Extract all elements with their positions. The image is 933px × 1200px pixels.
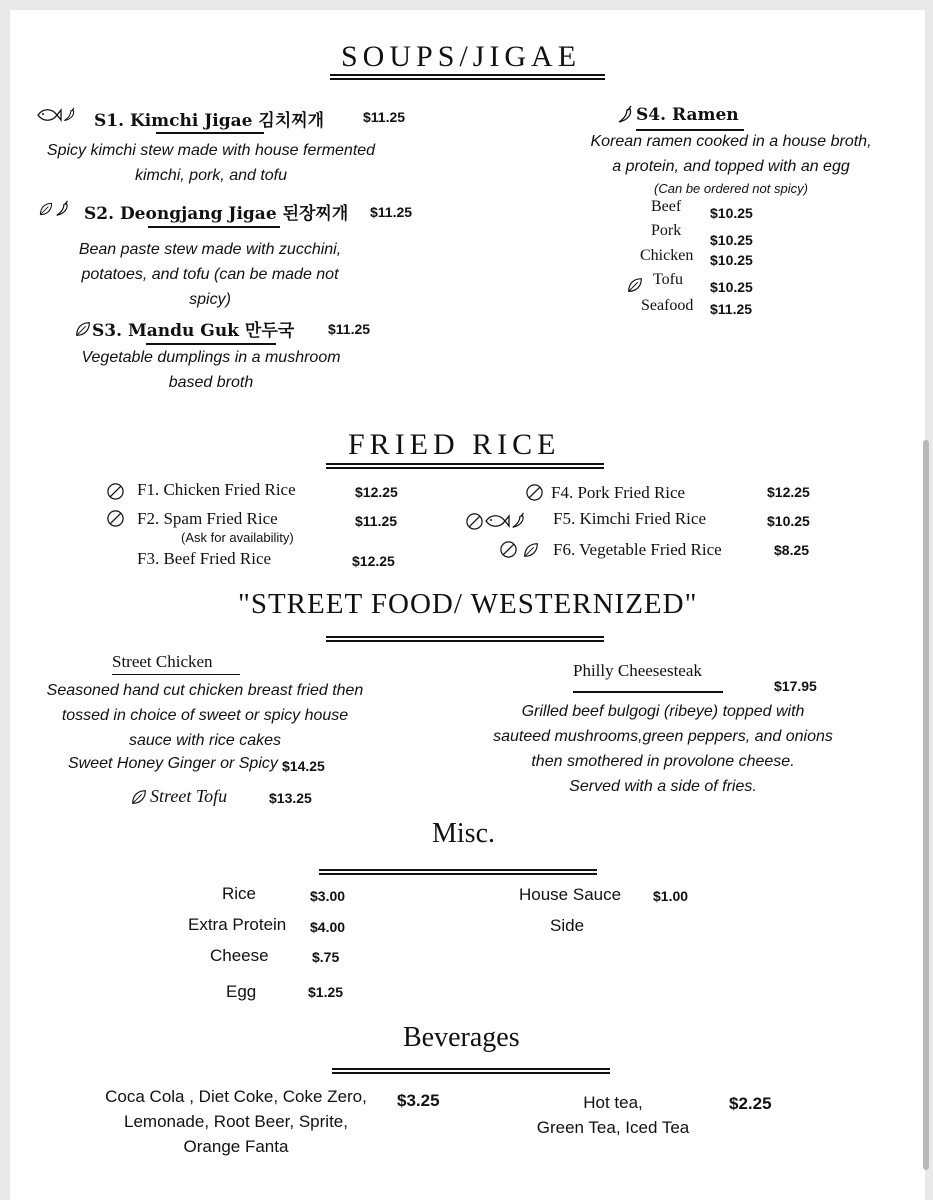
street-chicken-price: $14.25 [282, 758, 325, 774]
s1-underline [156, 132, 264, 134]
s4-note: (Can be ordered not spicy) [654, 181, 808, 196]
no-sign-icon [525, 483, 544, 502]
philly-name: Philly Cheesesteak [573, 661, 702, 680]
street-tofu-name: Street Tofu [150, 786, 228, 806]
street-chicken-sauce: Sweet Honey Ginger or Spicy [68, 755, 278, 772]
street-chicken-underline [112, 674, 240, 675]
street-tofu-price: $13.25 [269, 790, 312, 806]
f4-price: $12.25 [767, 484, 810, 500]
misc-rice-price: $3.00 [310, 888, 346, 904]
s4-option-chicken: Chicken [640, 247, 694, 264]
menu-page [10, 10, 925, 1200]
soda-list: Coca Cola , Diet Coke, Coke Zero, Lemonade, Root Beer, Sprite, Orange Fanta [105, 1087, 367, 1156]
philly-description: Grilled beef bulgogi (ribeye) topped with sauteed mushrooms,green peppers, and onions then smothered in provolone cheese. Served with a side of fries. [493, 703, 833, 795]
s3-price: $11.25 [328, 321, 371, 337]
soda-price: $3.25 [397, 1091, 440, 1110]
misc-side: Side [550, 916, 585, 935]
f6-icons [499, 540, 540, 559]
misc-rice: Rice [222, 884, 257, 903]
pepper-icon [510, 511, 528, 531]
tea-price: $2.25 [729, 1094, 772, 1113]
f4-name: F4. Pork Fried Rice [551, 483, 686, 502]
f6-name: F6. Vegetable Fried Rice [553, 540, 722, 559]
s1-price: $11.25 [363, 109, 406, 125]
misc-rule [319, 869, 597, 875]
misc-protein: Extra Protein [188, 915, 287, 934]
no-sign-icon [465, 512, 484, 531]
s2-name: S2. Deongjang Jigae 된장찌개 [84, 204, 349, 224]
s4-option-seafood: Seafood [641, 297, 694, 314]
s4-price-chicken: $10.25 [710, 252, 753, 268]
street-rule [326, 636, 604, 642]
f3-price: $12.25 [352, 553, 395, 569]
leaf-icon [74, 320, 92, 338]
no-sign-icon [499, 540, 518, 559]
soups-heading: SOUPS/JIGAE [341, 40, 582, 73]
f2-note: (Ask for availability) [181, 530, 294, 545]
soups-rule [330, 74, 605, 80]
s4-price-seafood: $11.25 [710, 301, 753, 317]
scrollbar[interactable] [923, 440, 929, 1170]
misc-protein-price: $4.00 [310, 919, 346, 935]
street-chicken-name: Street Chicken [112, 652, 213, 671]
s4-option-beef: Beef [651, 198, 682, 215]
s4-description: Korean ramen cooked in a house broth, a protein, and topped with an egg [590, 133, 872, 175]
s4-price-tofu: $10.25 [710, 279, 753, 295]
s1-description: Spicy kimchi stew made with house fermented kimchi, pork, and tofu [46, 142, 376, 184]
s3-icons [74, 320, 92, 338]
pepper-icon [62, 106, 78, 124]
street-chicken-description: Seasoned hand cut chicken breast fried then tossed in choice of sweet or spicy house sauce with rice cakes [46, 682, 364, 749]
misc-egg: Egg [226, 982, 257, 1001]
misc-heading: Misc. [432, 818, 495, 849]
s4-option-pork: Pork [651, 222, 682, 239]
fish-icon [36, 107, 62, 123]
beverages-rule [332, 1068, 610, 1074]
pepper-icon [54, 200, 72, 218]
f2-price: $11.25 [355, 513, 398, 529]
s3-description: Vegetable dumplings in a mushroom based broth [81, 349, 341, 391]
f1-icons [106, 482, 125, 501]
s4-icons [616, 105, 636, 125]
f5-name: F5. Kimchi Fried Rice [553, 509, 706, 528]
f3-name: F3. Beef Fried Rice [137, 549, 272, 568]
f1-price: $12.25 [355, 484, 398, 500]
s2-description: Bean paste stew made with zucchini, potatoes, and tofu (can be made not spicy) [78, 241, 342, 308]
f2-name: F2. Spam Fried Rice [137, 509, 278, 528]
misc-egg-price: $1.25 [308, 984, 344, 1000]
fish-icon [484, 513, 510, 529]
leaf-icon [626, 276, 644, 294]
philly-underline [573, 691, 723, 693]
s3-name: S3. Mandu Guk 만두국 [92, 321, 295, 341]
s4-name: S4. Ramen [636, 105, 739, 125]
pepper-icon [616, 105, 636, 125]
s2-underline [148, 226, 280, 228]
no-sign-icon [106, 482, 125, 501]
fried-rice-rule [326, 463, 604, 469]
f2-icons [106, 509, 125, 528]
misc-sauce-price: $1.00 [653, 888, 689, 904]
s4-price-beef: $10.25 [710, 205, 753, 221]
misc-cheese-price: $.75 [312, 949, 340, 965]
f5-icons [465, 511, 528, 531]
misc-cheese: Cheese [210, 946, 269, 965]
leaf-icon [38, 201, 54, 217]
fried-rice-heading: FRIED RICE [348, 428, 561, 461]
philly-price: $17.95 [774, 678, 817, 694]
s2-price: $11.25 [370, 204, 413, 220]
tea-list: Hot tea, Green Tea, Iced Tea [536, 1093, 690, 1137]
street-heading: "STREET FOOD/ WESTERNIZED" [238, 588, 698, 620]
s1-name: S1. Kimchi Jigae 김치찌개 [94, 111, 325, 131]
f4-icons [525, 483, 544, 502]
no-sign-icon [106, 509, 125, 528]
tofu-icons [626, 276, 644, 294]
s1-icons [36, 106, 78, 124]
leaf-icon [522, 541, 540, 559]
f6-price: $8.25 [774, 542, 810, 558]
street-tofu-icons [130, 788, 148, 806]
s2-icons [38, 200, 72, 218]
s4-option-tofu: Tofu [653, 271, 683, 288]
f1-name: F1. Chicken Fried Rice [137, 480, 296, 499]
leaf-icon [130, 788, 148, 806]
f5-price: $10.25 [767, 513, 810, 529]
s4-price-pork: $10.25 [710, 232, 753, 248]
beverages-heading: Beverages [403, 1022, 520, 1053]
misc-sauce: House Sauce [519, 885, 622, 904]
